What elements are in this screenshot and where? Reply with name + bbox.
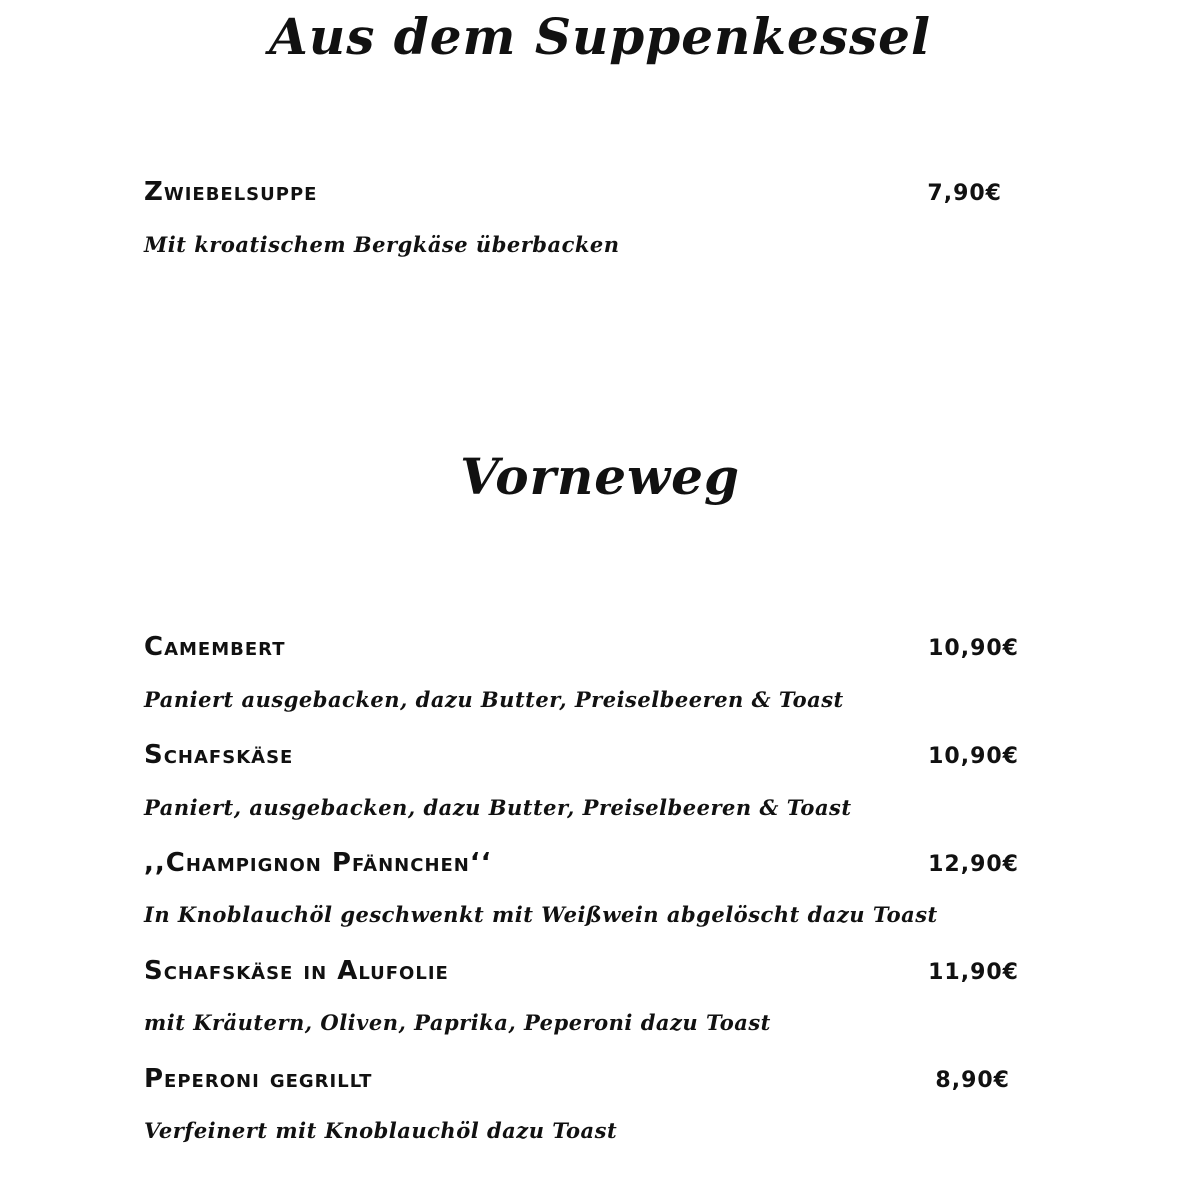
item-name: Schafskäse in Alufolie [144,956,449,986]
item-price: 10,90€ [928,636,1019,661]
section-title-soups: Aus dem Suppenkessel [269,7,931,66]
item-name: Zwiebelsuppe [144,177,318,207]
item-description: Mit kroatischem Bergkäse überbacken [144,232,620,257]
item-description: Paniert ausgebacken, dazu Butter, Preiselbeeren & Toast [144,687,844,712]
item-description: In Knoblauchöl geschwenkt mit Weißwein abgelöscht dazu Toast [144,902,938,927]
item-price: 11,90€ [928,960,1019,985]
item-price: 8,90€ [935,1068,1010,1093]
section-title-starters: Vorneweg [460,447,740,506]
item-price: 10,90€ [928,744,1019,769]
item-name: Camembert [144,632,286,662]
item-description: mit Kräutern, Oliven, Paprika, Peperoni dazu Toast [144,1010,771,1035]
item-description: Verfeinert mit Knoblauchöl dazu Toast [144,1118,618,1143]
item-name: Peperoni gegrillt [144,1064,373,1094]
item-name: Schafskäse [144,740,294,770]
item-name: ,,Champignon Pfännchen‘‘ [144,848,492,878]
item-price: 12,90€ [928,852,1019,877]
item-price: 7,90€ [927,181,1002,206]
item-description: Paniert, ausgebacken, dazu Butter, Preiselbeeren & Toast [144,795,852,820]
